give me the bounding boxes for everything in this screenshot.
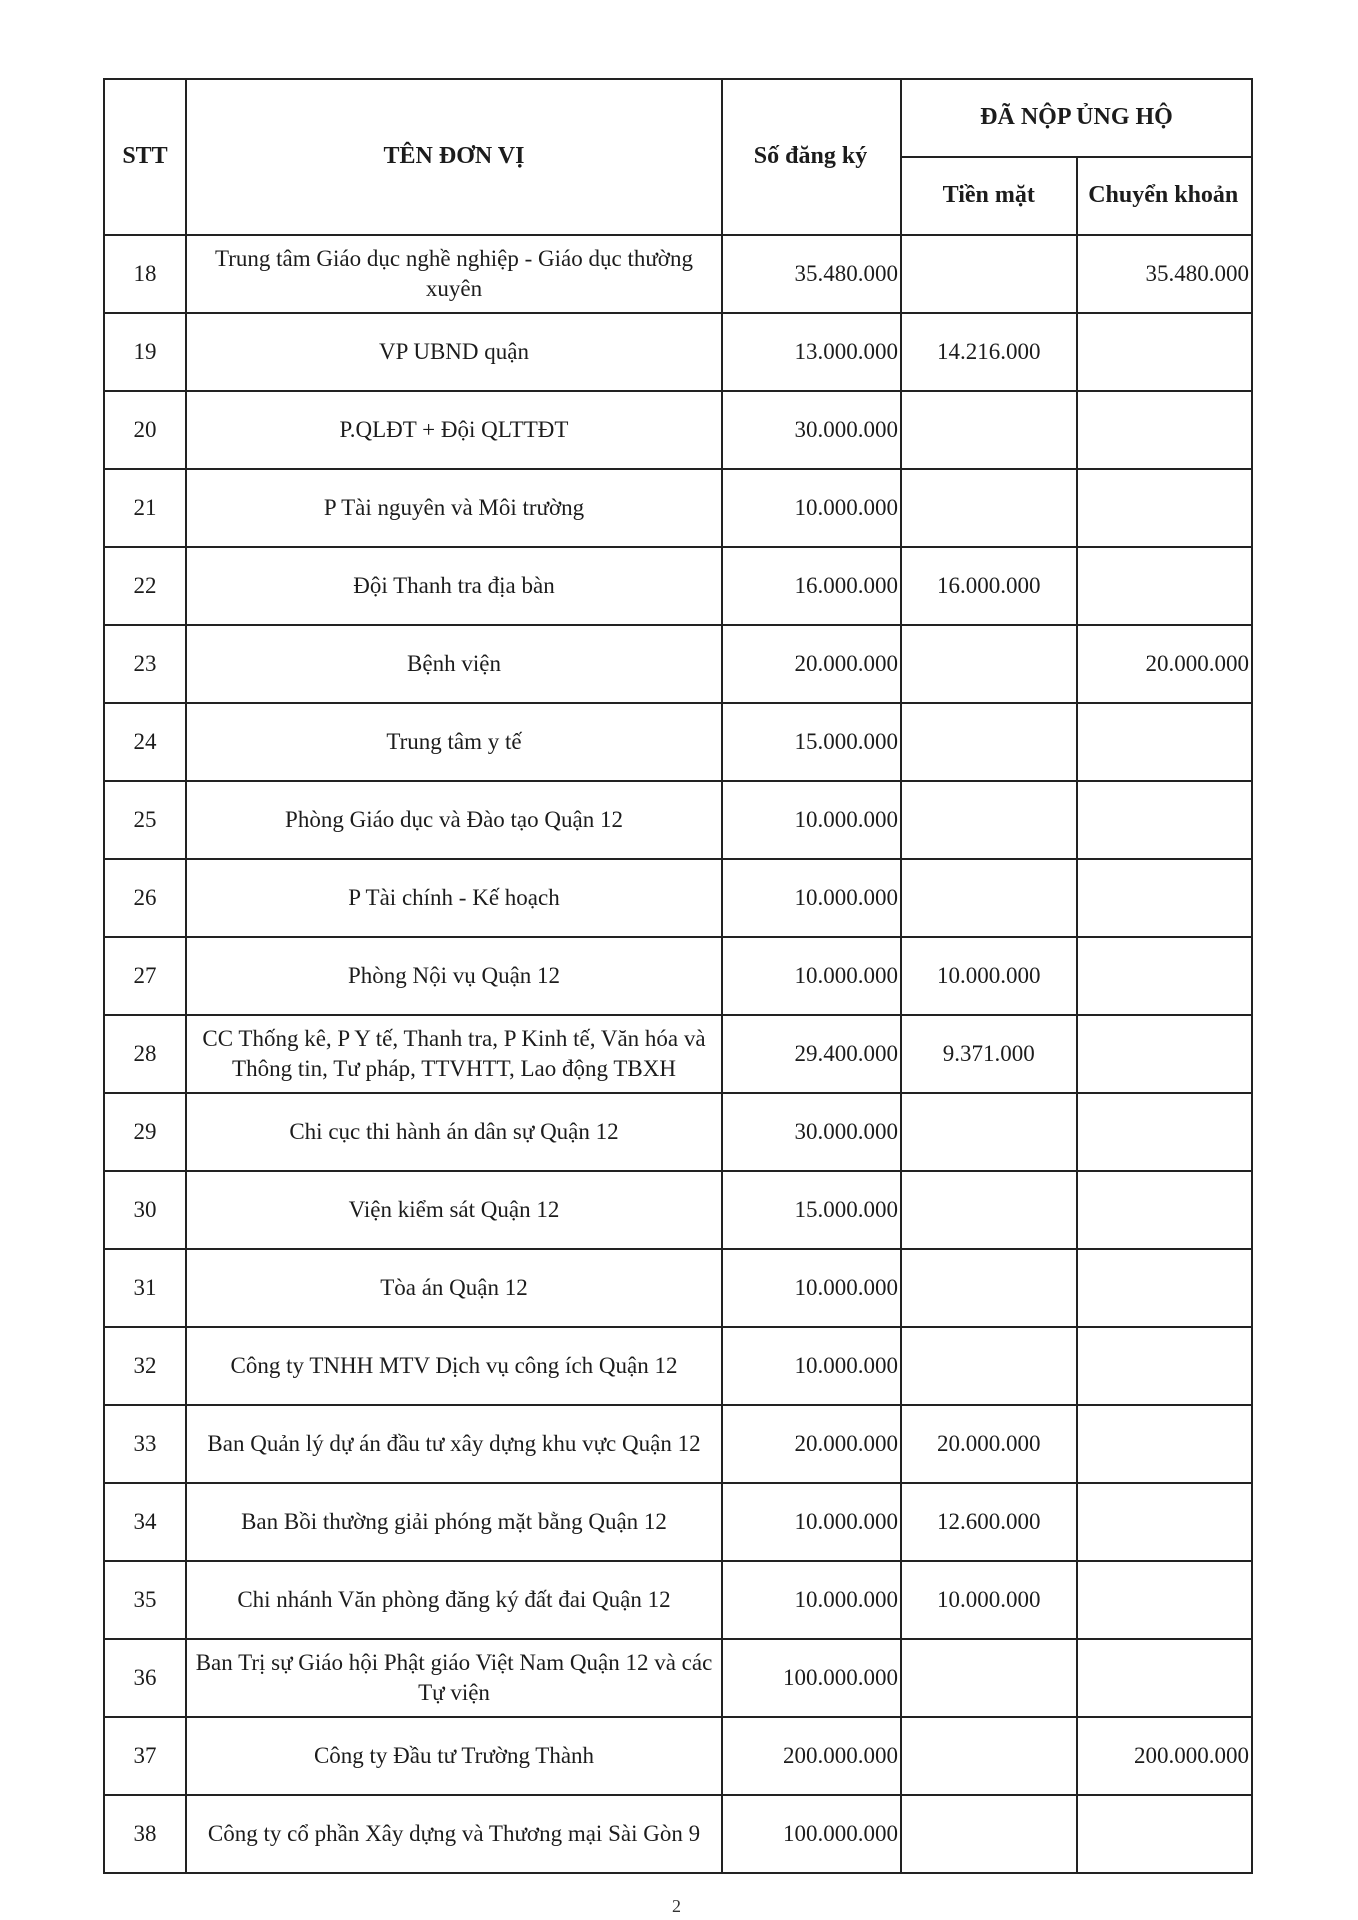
cell-unit-name: Công ty TNHH MTV Dịch vụ công ích Quận 12 xyxy=(186,1327,722,1405)
table-row xyxy=(104,1483,1252,1561)
cell-transfer xyxy=(1077,547,1253,625)
header-paid-group: ĐÃ NỘP ỦNG HỘ xyxy=(901,79,1252,157)
cell-stt: 31 xyxy=(104,1249,186,1327)
cell-registered: 10.000.000 xyxy=(722,781,901,859)
cell-stt: 29 xyxy=(104,1093,186,1171)
table-row xyxy=(104,1639,1252,1717)
cell-transfer xyxy=(1077,1405,1253,1483)
cell-registered: 10.000.000 xyxy=(722,469,901,547)
table-row xyxy=(104,1015,1252,1093)
cell-cash: 14.216.000 xyxy=(901,313,1077,391)
table-row xyxy=(104,391,1252,469)
cell-transfer xyxy=(1077,1639,1253,1717)
cell-stt: 20 xyxy=(104,391,186,469)
cell-registered: 30.000.000 xyxy=(722,391,901,469)
table-row xyxy=(104,1093,1252,1171)
table-row xyxy=(104,781,1252,859)
cell-stt: 35 xyxy=(104,1561,186,1639)
cell-cash xyxy=(901,469,1077,547)
cell-stt: 27 xyxy=(104,937,186,1015)
cell-registered: 200.000.000 xyxy=(722,1717,901,1795)
cell-unit-name: Viện kiểm sát Quận 12 xyxy=(186,1171,722,1249)
cell-cash xyxy=(901,1639,1077,1717)
table-row xyxy=(104,313,1252,391)
table-row xyxy=(104,1717,1252,1795)
cell-cash xyxy=(901,235,1077,313)
cell-unit-name: Trung tâm Giáo dục nghề nghiệp - Giáo dục thường xuyên xyxy=(186,235,722,313)
cell-unit-name: Chi nhánh Văn phòng đăng ký đất đai Quận 12 xyxy=(186,1561,722,1639)
cell-stt: 24 xyxy=(104,703,186,781)
cell-registered: 13.000.000 xyxy=(722,313,901,391)
cell-unit-name: Phòng Giáo dục và Đào tạo Quận 12 xyxy=(186,781,722,859)
cell-stt: 32 xyxy=(104,1327,186,1405)
cell-transfer xyxy=(1077,1795,1253,1873)
cell-transfer: 35.480.000 xyxy=(1077,235,1253,313)
cell-stt: 30 xyxy=(104,1171,186,1249)
cell-cash xyxy=(901,781,1077,859)
cell-cash xyxy=(901,625,1077,703)
cell-cash xyxy=(901,703,1077,781)
cell-registered: 10.000.000 xyxy=(722,1561,901,1639)
cell-transfer: 200.000.000 xyxy=(1077,1717,1253,1795)
cell-unit-name: Bệnh viện xyxy=(186,625,722,703)
table-row xyxy=(104,1249,1252,1327)
cell-stt: 22 xyxy=(104,547,186,625)
cell-transfer xyxy=(1077,1093,1253,1171)
cell-stt: 19 xyxy=(104,313,186,391)
cell-registered: 100.000.000 xyxy=(722,1795,901,1873)
cell-cash xyxy=(901,1795,1077,1873)
table-row xyxy=(104,625,1252,703)
cell-transfer xyxy=(1077,391,1253,469)
cell-transfer xyxy=(1077,781,1253,859)
donation-table xyxy=(103,78,1253,1874)
cell-transfer: 20.000.000 xyxy=(1077,625,1253,703)
cell-registered: 10.000.000 xyxy=(722,937,901,1015)
cell-unit-name: Công ty cổ phần Xây dựng và Thương mại Sài Gòn 9 xyxy=(186,1795,722,1873)
cell-stt: 26 xyxy=(104,859,186,937)
cell-stt: 25 xyxy=(104,781,186,859)
cell-registered: 10.000.000 xyxy=(722,859,901,937)
cell-stt: 36 xyxy=(104,1639,186,1717)
cell-transfer xyxy=(1077,1015,1253,1093)
cell-stt: 34 xyxy=(104,1483,186,1561)
cell-cash xyxy=(901,1717,1077,1795)
cell-registered: 20.000.000 xyxy=(722,1405,901,1483)
cell-transfer xyxy=(1077,937,1253,1015)
cell-cash xyxy=(901,859,1077,937)
header-stt: STT xyxy=(104,79,186,235)
cell-cash: 12.600.000 xyxy=(901,1483,1077,1561)
table-row xyxy=(104,703,1252,781)
cell-stt: 37 xyxy=(104,1717,186,1795)
cell-cash xyxy=(901,1249,1077,1327)
table-row xyxy=(104,1171,1252,1249)
header-cash: Tiền mặt xyxy=(901,157,1077,235)
table-row xyxy=(104,937,1252,1015)
cell-unit-name: Ban Bồi thường giải phóng mặt bằng Quận 12 xyxy=(186,1483,722,1561)
cell-transfer xyxy=(1077,703,1253,781)
cell-unit-name: P.QLĐT + Đội QLTTĐT xyxy=(186,391,722,469)
table-row xyxy=(104,1561,1252,1639)
cell-registered: 10.000.000 xyxy=(722,1483,901,1561)
cell-stt: 28 xyxy=(104,1015,186,1093)
cell-registered: 16.000.000 xyxy=(722,547,901,625)
table-row xyxy=(104,1327,1252,1405)
cell-registered: 10.000.000 xyxy=(722,1249,901,1327)
table-row xyxy=(104,469,1252,547)
cell-cash: 16.000.000 xyxy=(901,547,1077,625)
cell-cash: 20.000.000 xyxy=(901,1405,1077,1483)
cell-registered: 20.000.000 xyxy=(722,625,901,703)
cell-transfer xyxy=(1077,1483,1253,1561)
cell-unit-name: Ban Quản lý dự án đầu tư xây dựng khu vực Quận 12 xyxy=(186,1405,722,1483)
cell-registered: 35.480.000 xyxy=(722,235,901,313)
cell-transfer xyxy=(1077,313,1253,391)
cell-cash: 10.000.000 xyxy=(901,1561,1077,1639)
header-registered: Số đăng ký xyxy=(722,79,901,235)
cell-cash xyxy=(901,1327,1077,1405)
cell-registered: 30.000.000 xyxy=(722,1093,901,1171)
cell-registered: 10.000.000 xyxy=(722,1327,901,1405)
cell-registered: 15.000.000 xyxy=(722,703,901,781)
cell-stt: 33 xyxy=(104,1405,186,1483)
table-row xyxy=(104,235,1252,313)
table-row xyxy=(104,1405,1252,1483)
cell-transfer xyxy=(1077,1171,1253,1249)
cell-transfer xyxy=(1077,859,1253,937)
cell-unit-name: Công ty Đầu tư Trường Thành xyxy=(186,1717,722,1795)
cell-transfer xyxy=(1077,1327,1253,1405)
cell-cash xyxy=(901,391,1077,469)
cell-stt: 18 xyxy=(104,235,186,313)
cell-unit-name: Tòa án Quận 12 xyxy=(186,1249,722,1327)
cell-unit-name: Chi cục thi hành án dân sự Quận 12 xyxy=(186,1093,722,1171)
page-number: 2 xyxy=(672,1896,681,1916)
cell-cash: 9.371.000 xyxy=(901,1015,1077,1093)
cell-transfer xyxy=(1077,1249,1253,1327)
cell-cash xyxy=(901,1171,1077,1249)
cell-unit-name: VP UBND quận xyxy=(186,313,722,391)
cell-stt: 38 xyxy=(104,1795,186,1873)
cell-transfer xyxy=(1077,469,1253,547)
cell-stt: 23 xyxy=(104,625,186,703)
cell-unit-name: CC Thống kê, P Y tế, Thanh tra, P Kinh tế, Văn hóa và Thông tin, Tư pháp, TTVHTT, Lao động TBXH xyxy=(186,1015,722,1093)
table-body xyxy=(104,235,1252,1873)
table-row xyxy=(104,859,1252,937)
cell-stt: 21 xyxy=(104,469,186,547)
table-row xyxy=(104,1795,1252,1873)
cell-unit-name: Đội Thanh tra địa bàn xyxy=(186,547,722,625)
cell-registered: 29.400.000 xyxy=(722,1015,901,1093)
cell-unit-name: Ban Trị sự Giáo hội Phật giáo Việt Nam Quận 12 và các Tự viện xyxy=(186,1639,722,1717)
cell-registered: 15.000.000 xyxy=(722,1171,901,1249)
cell-cash xyxy=(901,1093,1077,1171)
header-unit-name: TÊN ĐƠN VỊ xyxy=(186,79,722,235)
cell-unit-name: P Tài chính - Kế hoạch xyxy=(186,859,722,937)
cell-unit-name: Phòng Nội vụ Quận 12 xyxy=(186,937,722,1015)
header-transfer: Chuyển khoản xyxy=(1077,157,1253,235)
cell-transfer xyxy=(1077,1561,1253,1639)
table-row xyxy=(104,547,1252,625)
cell-cash: 10.000.000 xyxy=(901,937,1077,1015)
cell-unit-name: P Tài nguyên và Môi trường xyxy=(186,469,722,547)
cell-unit-name: Trung tâm y tế xyxy=(186,703,722,781)
cell-registered: 100.000.000 xyxy=(722,1639,901,1717)
